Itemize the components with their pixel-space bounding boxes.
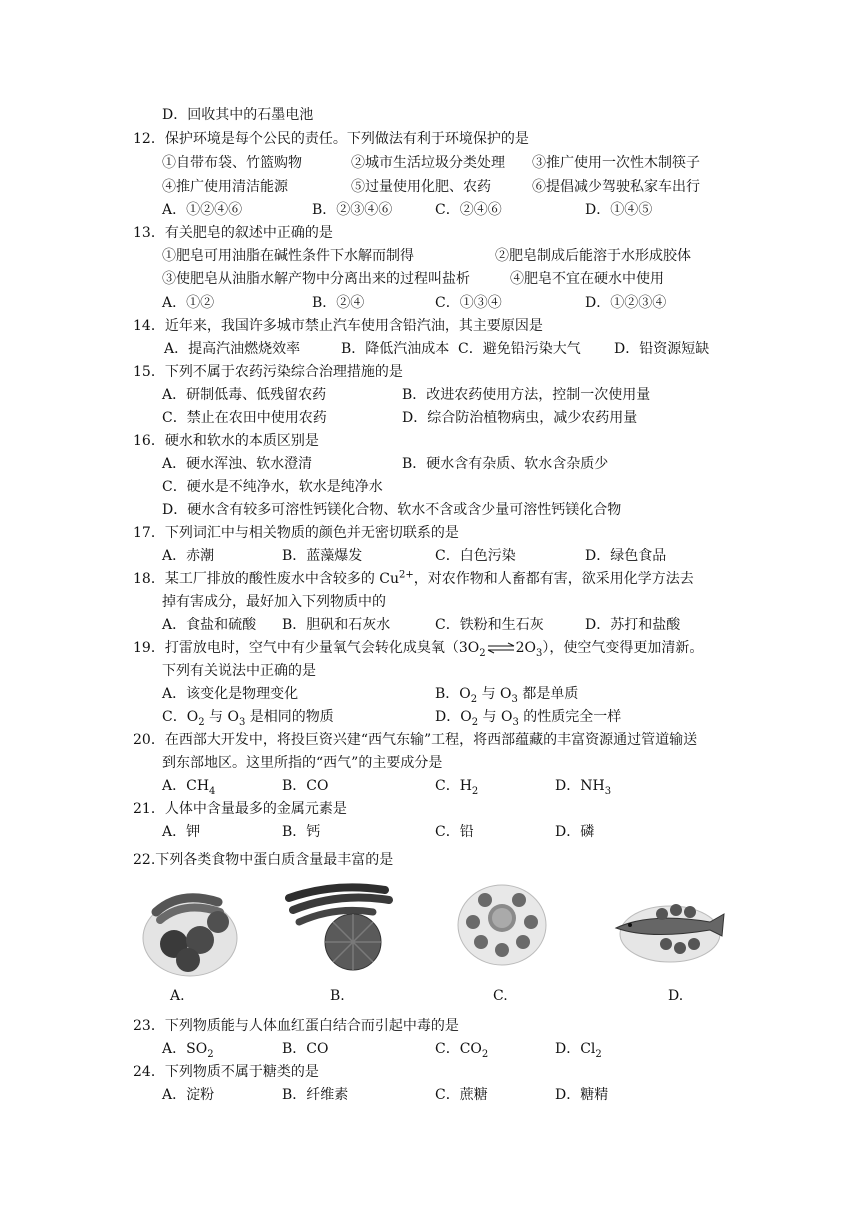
q20-stem: 20．在西部大开发中，将投巨资兴建“西气东输”工程，将西部蕴藏的丰富资源通过管道输送 (133, 732, 698, 748)
q24-option-a: A．淀粉 (162, 1087, 215, 1103)
q20-option-d: D．$NH_3$ (555, 778, 612, 797)
q11-option-d: D．回收其中的石墨电池 (162, 107, 314, 123)
q15-option-d: D．综合防治植物病虫，减少农药用量 (402, 410, 638, 426)
q12-item-2: ②城市生活垃圾分类处理 (351, 155, 505, 171)
q21-option-a: A．钾 (162, 824, 201, 840)
q17-option-c: C．白色污染 (435, 548, 516, 564)
q14-option-b: B．降低汽油成本 (341, 341, 450, 357)
q12-option-a: A．①②④⑥ (162, 202, 243, 218)
q18-stem: 18．某工厂排放的酸性废水中含较多的 $Cu^{2+}$，对农作物和人畜都有害，欲采用化学方法去 (133, 569, 694, 587)
q17-stem: 17．下列词汇中与相关物质的颜色并无密切联系的是 (133, 525, 459, 541)
q19-option-c: C．$O_2$ 与 $O_3$ 是相同的物质 (162, 709, 334, 728)
fish-eggs-image (610, 892, 730, 972)
q17-option-a: A．赤潮 (162, 548, 215, 564)
q18-option-c: C．铁粉和生石灰 (435, 617, 544, 633)
q20-option-c: C．$H_2$ (435, 778, 479, 797)
q23-option-d: D．$Cl_2$ (555, 1041, 602, 1060)
q21-option-d: D．磷 (555, 824, 595, 840)
reversible-arrow-icon (486, 642, 516, 654)
q13-stem: 13．有关肥皂的叙述中正确的是 (133, 225, 333, 241)
q15-option-a: A．研制低毒、低残留农药 (162, 387, 327, 403)
q13-option-d: D．①②③④ (585, 295, 667, 311)
q15-stem: 15．下列不属于农药污染综合治理措施的是 (133, 364, 403, 380)
fruit-plate-image (140, 880, 240, 980)
q18-option-a: A．食盐和硫酸 (162, 617, 257, 633)
q23-option-b: B．CO (282, 1041, 329, 1057)
q15-option-b: B．改进农药使用方法，控制一次使用量 (402, 387, 651, 403)
q13-item-4: ④肥皂不宜在硬水中使用 (510, 271, 664, 287)
q19-option-b: B．$O_2$ 与 $O_3$ 都是单质 (435, 686, 579, 705)
q20-option-b: B．CO (282, 778, 329, 794)
q23-option-c: C．$CO_2$ (435, 1041, 489, 1060)
q20-option-a: A．$CH_4$ (162, 778, 216, 797)
q17-option-d: D．绿色食品 (585, 548, 667, 564)
q19-option-d: D．$O_2$ 与 $O_3$ 的性质完全一样 (435, 709, 622, 728)
q12-option-d: D．①④⑤ (585, 202, 653, 218)
q23-option-a: A．$SO_2$ (162, 1041, 214, 1060)
q16-stem: 16．硬水和软水的本质区别是 (133, 433, 319, 449)
q14-option-c: C．避免铅污染大气 (458, 341, 581, 357)
q12-option-b: B．②③④⑥ (312, 202, 393, 218)
q13-option-c: C．①③④ (435, 295, 502, 311)
q14-option-d: D．铅资源短缺 (614, 341, 710, 357)
q13-item-3: ③使肥皂从油脂水解产物中分离出来的过程叫盐析 (162, 271, 470, 287)
q24-option-b: B．纤维素 (282, 1087, 349, 1103)
q21-option-c: C．铅 (435, 824, 474, 840)
q22-label-c: C. (493, 988, 508, 1004)
q16-option-b: B．硬水含有杂质、软水含杂质少 (402, 456, 609, 472)
q15-option-c: C．禁止在农田中使用农药 (162, 410, 327, 426)
q18-stem-line2: 掉有害成分，最好加入下列物质中的 (162, 594, 386, 610)
q13-item-1: ①肥皂可用油脂在碱性条件下水解而制得 (162, 248, 414, 264)
q16-option-a: A．硬水浑浊、软水澄清 (162, 456, 313, 472)
grain-plate-image (455, 880, 550, 970)
q17-option-b: B．蓝藻爆发 (282, 548, 363, 564)
q19-option-a: A．该变化是物理变化 (162, 686, 299, 702)
q18-option-b: B．胆矾和石灰水 (282, 617, 391, 633)
q12-item-1: ①自带布袋、竹篮购物 (162, 155, 302, 171)
q18-option-d: D．苏打和盐酸 (585, 617, 681, 633)
q21-stem: 21．人体中含量最多的金属元素是 (133, 801, 347, 817)
q21-option-b: B．钙 (282, 824, 321, 840)
q12-item-3: ③推广使用一次性木制筷子 (532, 155, 700, 171)
q13-option-b: B．②④ (312, 295, 365, 311)
q19-stem: 19．打雷放电时，空气中有少量氧气会转化成臭氧（$3O_2$ $2O_3$），使空气变得更加清新。 (133, 640, 704, 659)
q20-stem-line2: 到东部地区。这里所指的“西气”的主要成分是 (162, 755, 443, 771)
q14-option-a: A．提高汽油燃烧效率 (164, 341, 301, 357)
q12-item-4: ④推广使用清洁能源 (162, 179, 288, 195)
q12-option-c: C．②④⑥ (435, 202, 502, 218)
q24-stem: 24．下列物质不属于糖类的是 (133, 1064, 319, 1080)
sausage-pumpkin-image (285, 876, 395, 976)
q22-label-a: A. (170, 988, 185, 1004)
q22-stem: 22.下列各类食物中蛋白质含量最丰富的是 (133, 852, 394, 868)
q16-option-c: C．硬水是不纯净水，软水是纯净水 (162, 479, 383, 495)
q12-item-5: ⑤过量使用化肥、农药 (351, 179, 491, 195)
q14-stem: 14．近年来，我国许多城市禁止汽车使用含铅汽油，其主要原因是 (133, 318, 543, 334)
q23-stem: 23．下列物质能与人体血红蛋白结合而引起中毒的是 (133, 1018, 459, 1034)
q22-label-b: B. (330, 988, 345, 1004)
q24-option-c: C．蔗糖 (435, 1087, 488, 1103)
q12-stem: 12．保护环境是每个公民的责任。下列做法有利于环境保护的是 (133, 131, 529, 147)
q19-stem-line2: 下列有关说法中正确的是 (162, 663, 316, 679)
q12-item-6: ⑥提倡减少驾驶私家车出行 (532, 179, 700, 195)
q13-item-2: ②肥皂制成后能溶于水形成胶体 (495, 248, 691, 264)
q24-option-d: D．糖精 (555, 1087, 609, 1103)
q16-option-d: D．硬水含有较多可溶性钙镁化合物、软水不含或含少量可溶性钙镁化合物 (162, 502, 622, 518)
q22-label-d: D. (668, 988, 684, 1004)
q13-option-a: A．①② (162, 295, 215, 311)
